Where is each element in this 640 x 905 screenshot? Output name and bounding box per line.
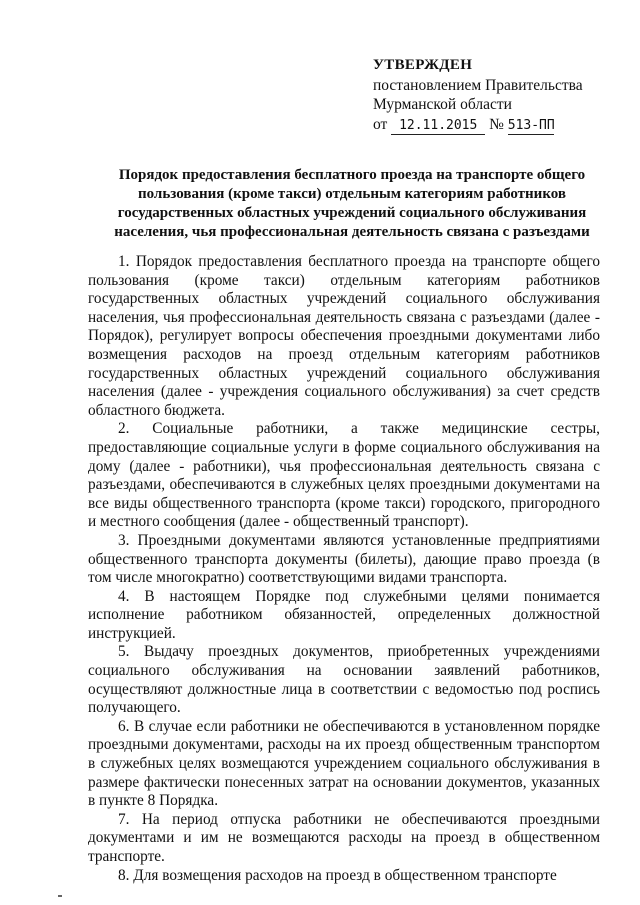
paragraph: 8. Для возмещения расходов на проезд в общественном транспорте (118, 866, 557, 884)
approval-date-row (373, 115, 623, 135)
approval-heading: УТВЕРЖДЕН (373, 57, 473, 73)
approval-number: 513-ПП (507, 117, 555, 133)
approval-line-2: Мурманской области (373, 96, 512, 113)
paragraph: 6. В случае если работники не обеспечиваются в установленном порядке проездными документами, расходы на их проезд общественным транспортом в служебных целях возмещаются учреждением социального обслуживания в размере фактически понесенных затрат на основании документов, указанных в пункте 8 Порядка. (88, 717, 600, 810)
paragraph: 2. Социальные работники, а также медицинские сестры, предоставляющие социальные услуги в форме социального обслуживания на дому (далее - работники), чья профессиональная деятельность связана с разъездами, обеспечиваются в служебных целях проездными документами на все виды общественного транспорта (кроме такси) городского, пригородного и местного сообщения (далее - общественный транспорт). (88, 420, 600, 531)
paragraph: 3. Проездными документами являются установленные предприятиями общественного транспорта документы (билеты), дающие право проезда (в том числе многократно) соответствующими видами транспорта. (88, 531, 600, 587)
approval-block (373, 56, 623, 135)
scan-speck (58, 895, 62, 897)
paragraph: 7. На период отпуска работники не обеспечиваются проездными документами и им не возмещаются расходы на проезд в общественном транспорте. (88, 810, 600, 865)
paragraph: 1. Порядок предоставления бесплатного проезда на транспорте общего пользования (кроме такси) отдельным категориям работников государственных областных учреждений социального обслуживания населения, чья профессиональная деятельность связана с разъездами (далее - Порядок), регулирует вопросы обеспечения проездными документами либо возмещения расходов на проезд отдельным категориям работников государственных областных учреждений социального обслуживания населения (далее - учреждения социального обслуживания) за счет средств областного бюджета. (88, 253, 600, 419)
number-label: № (489, 115, 504, 133)
document-body (88, 253, 600, 885)
paragraph: 5. Выдачу проездных документов, приобретенных учреждениями социального обслуживания на основании заявлений работников, осуществляют должностные лица в соответствии с ведомостью под роспись получающего. (88, 643, 600, 717)
approval-date: 12.11.2015 (391, 118, 485, 135)
document-title: Порядок предоставления бесплатного проезда на транспорте общего пользования (кроме такси) отдельным категориям работников государственных областных учреждений социального обслуживания населения, чья профессиональная деятельность связана с разъездами (114, 167, 590, 240)
paragraph: 4. В настоящем Порядке под служебными целями понимается исполнение работником обязанностей, определенных должностной инструкцией. (88, 587, 600, 642)
from-label: от (373, 115, 388, 133)
approval-line-1: постановлением Правительства (373, 76, 583, 94)
